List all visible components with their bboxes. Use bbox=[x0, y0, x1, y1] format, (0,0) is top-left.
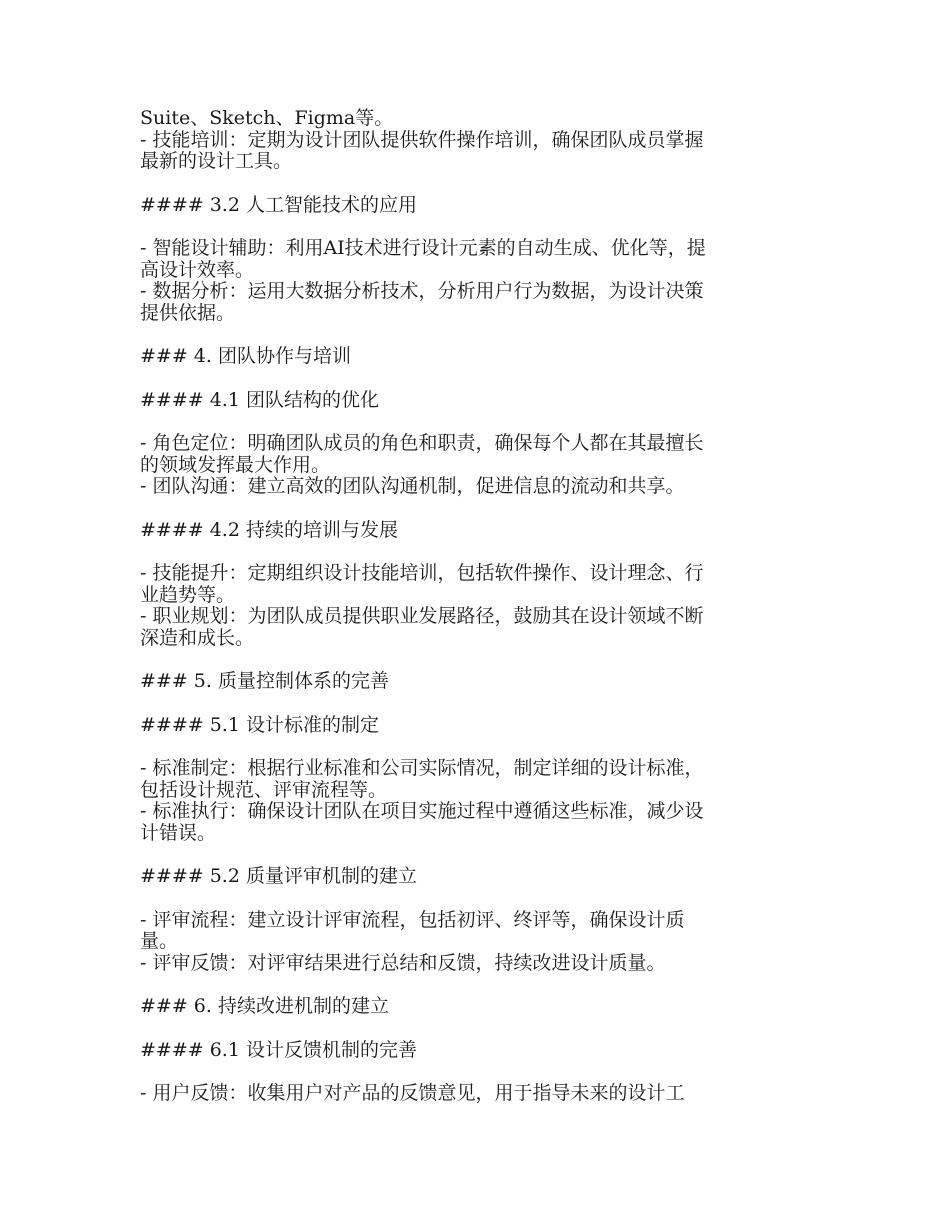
text-line: - 用户反馈：收集用户对产品的反馈意见，用于指导未来的设计工 bbox=[140, 1082, 685, 1104]
text-line: 量。 bbox=[140, 930, 179, 952]
text-line: - 数据分析：运用大数据分析技术，分析用户行为数据，为设计决策 bbox=[140, 280, 704, 302]
text-line: #### 5.1 设计标准的制定 bbox=[140, 713, 379, 736]
text-line: #### 3.2 人工智能技术的应用 bbox=[140, 193, 417, 216]
section-heading bbox=[140, 866, 820, 888]
text-line: 提供依据。 bbox=[140, 301, 236, 324]
paragraph-gap bbox=[140, 411, 820, 433]
paragraph-gap bbox=[140, 216, 820, 238]
section-heading bbox=[140, 520, 820, 542]
section-heading bbox=[140, 195, 820, 217]
text-line: 深造和成长。 bbox=[140, 626, 255, 649]
paragraph-gap bbox=[140, 1061, 820, 1083]
paragraph bbox=[140, 238, 820, 324]
text-line: - 技能提升：定期组织设计技能培训，包括软件操作、设计理念、行 bbox=[140, 562, 704, 584]
text-line: - 角色定位：明确团队成员的角色和职责，确保每个人都在其最擅长 bbox=[140, 432, 704, 454]
paragraph bbox=[140, 1083, 820, 1105]
paragraph bbox=[140, 433, 820, 498]
section-heading bbox=[140, 996, 820, 1018]
paragraph-gap bbox=[140, 368, 820, 390]
text-line: #### 6.1 设计反馈机制的完善 bbox=[140, 1038, 417, 1061]
text-line: - 技能培训：定期为设计团队提供软件操作培训，确保团队成员掌握 bbox=[140, 128, 704, 151]
text-line: 高设计效率。 bbox=[140, 258, 255, 281]
paragraph-gap bbox=[140, 974, 820, 996]
text-line: - 评审流程：建立设计评审流程，包括初评、终评等，确保设计质 bbox=[140, 908, 685, 931]
paragraph-gap bbox=[140, 498, 820, 520]
paragraph-gap bbox=[140, 736, 820, 758]
text-line: 计错误。 bbox=[140, 821, 217, 844]
paragraph bbox=[140, 910, 820, 975]
text-line: 包括设计规范、评审流程等。 bbox=[140, 778, 388, 801]
paragraph bbox=[140, 758, 820, 844]
text-line: ### 5. 质量控制体系的完善 bbox=[140, 670, 389, 692]
section-heading bbox=[140, 346, 820, 368]
paragraph-gap bbox=[140, 888, 820, 910]
paragraph-gap bbox=[140, 844, 820, 866]
paragraph bbox=[140, 108, 820, 173]
text-line: 的领域发挥最大作用。 bbox=[140, 453, 331, 476]
text-line: Suite、Sketch、Figma等。 bbox=[140, 107, 394, 129]
paragraph-gap bbox=[140, 173, 820, 195]
text-line: - 标准执行：确保设计团队在项目实施过程中遵循这些标准，减少设 bbox=[140, 800, 704, 822]
text-line: ### 4. 团队协作与培训 bbox=[140, 345, 351, 367]
text-line: - 团队沟通：建立高效的团队沟通机制，促进信息的流动和共享。 bbox=[140, 475, 685, 497]
section-heading bbox=[140, 671, 820, 693]
paragraph-gap bbox=[140, 693, 820, 715]
document-page bbox=[140, 108, 820, 1105]
text-line: ### 6. 持续改进机制的建立 bbox=[140, 995, 389, 1017]
text-line: #### 5.2 质量评审机制的建立 bbox=[140, 865, 417, 887]
paragraph-gap bbox=[140, 1018, 820, 1040]
text-line: 最新的设计工具。 bbox=[140, 150, 293, 172]
text-line: - 标准制定：根据行业标准和公司实际情况，制定详细的设计标准， bbox=[140, 757, 704, 779]
text-line: 业趋势等。 bbox=[140, 583, 236, 606]
section-heading bbox=[140, 715, 820, 737]
section-heading bbox=[140, 390, 820, 412]
paragraph-gap bbox=[140, 649, 820, 671]
paragraph-gap bbox=[140, 541, 820, 563]
section-heading bbox=[140, 1040, 820, 1062]
text-line: - 智能设计辅助：利用AI技术进行设计元素的自动生成、优化等，提 bbox=[140, 237, 706, 259]
text-line: - 职业规划：为团队成员提供职业发展路径，鼓励其在设计领域不断 bbox=[140, 605, 704, 627]
text-line: #### 4.1 团队结构的优化 bbox=[140, 388, 379, 411]
text-line: #### 4.2 持续的培训与发展 bbox=[140, 518, 398, 541]
paragraph-gap bbox=[140, 324, 820, 346]
paragraph bbox=[140, 563, 820, 649]
text-line: - 评审反馈：对评审结果进行总结和反馈，持续改进设计质量。 bbox=[140, 951, 666, 974]
